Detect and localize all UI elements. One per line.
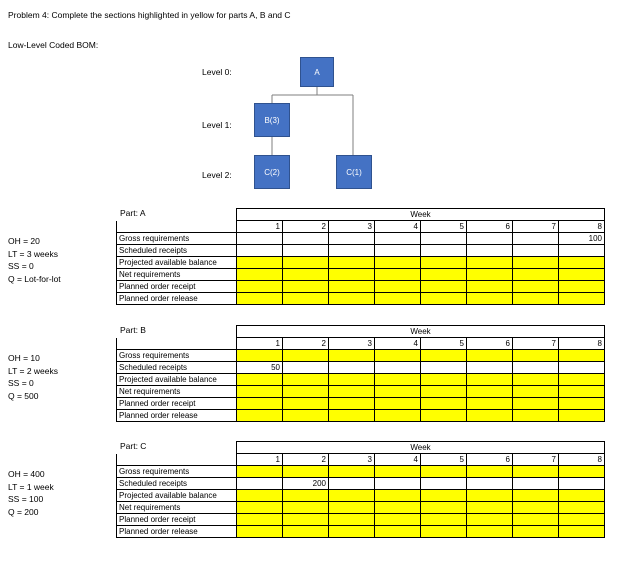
- input-cell[interactable]: [329, 269, 375, 281]
- row-label: Planned order release: [117, 410, 237, 422]
- header-spacer: [117, 209, 237, 221]
- input-cell[interactable]: [513, 398, 559, 410]
- level-1-label: Level 1:: [202, 120, 232, 130]
- input-cell[interactable]: [375, 281, 421, 293]
- input-cell[interactable]: [375, 269, 421, 281]
- input-cell[interactable]: [237, 386, 283, 398]
- input-cell[interactable]: [375, 514, 421, 526]
- input-cell[interactable]: [237, 374, 283, 386]
- input-cell[interactable]: [559, 466, 605, 478]
- input-cell[interactable]: [237, 293, 283, 305]
- week-number: 6: [467, 221, 513, 233]
- value-cell: [421, 245, 467, 257]
- row-label: Planned order release: [117, 526, 237, 538]
- value-cell: [421, 233, 467, 245]
- part-param: Q = Lot-for-lot: [8, 273, 61, 284]
- part-param: LT = 3 weeks: [8, 248, 59, 259]
- value-cell: [283, 233, 329, 245]
- value-cell: [421, 362, 467, 374]
- input-cell[interactable]: [237, 514, 283, 526]
- part-param: OH = 10: [8, 353, 40, 363]
- mrp-table: [116, 208, 605, 305]
- input-cell[interactable]: [559, 526, 605, 538]
- value-cell: 200: [283, 478, 329, 490]
- input-cell[interactable]: [283, 490, 329, 502]
- input-cell[interactable]: [329, 502, 375, 514]
- input-cell[interactable]: [421, 410, 467, 422]
- input-cell[interactable]: [237, 350, 283, 362]
- part-param: Q = 200: [8, 506, 39, 517]
- week-header: Week: [237, 442, 605, 454]
- input-cell[interactable]: [421, 257, 467, 269]
- input-cell[interactable]: [421, 269, 467, 281]
- input-cell[interactable]: [329, 386, 375, 398]
- input-cell[interactable]: [421, 281, 467, 293]
- value-cell: [559, 478, 605, 490]
- input-cell[interactable]: [421, 526, 467, 538]
- input-cell[interactable]: [467, 410, 513, 422]
- input-cell[interactable]: [329, 410, 375, 422]
- value-cell: [513, 362, 559, 374]
- input-cell[interactable]: [237, 281, 283, 293]
- week-number: 1: [237, 454, 283, 466]
- value-cell: [513, 478, 559, 490]
- input-cell[interactable]: [237, 398, 283, 410]
- input-cell[interactable]: [283, 386, 329, 398]
- bom-connectors: [0, 0, 624, 200]
- row-label-empty: [117, 338, 237, 350]
- value-cell: [559, 245, 605, 257]
- input-cell[interactable]: [329, 490, 375, 502]
- input-cell[interactable]: [283, 350, 329, 362]
- week-number: 2: [283, 221, 329, 233]
- row-label: Planned order receipt: [117, 281, 237, 293]
- input-cell[interactable]: [467, 526, 513, 538]
- part-title: Part: C: [120, 441, 147, 451]
- row-label: Gross requirements: [117, 233, 237, 245]
- input-cell[interactable]: [283, 514, 329, 526]
- part-param: SS = 0: [8, 261, 34, 271]
- row-label: Gross requirements: [117, 466, 237, 478]
- node-a: A: [300, 57, 334, 87]
- input-cell[interactable]: [283, 269, 329, 281]
- input-cell[interactable]: [513, 490, 559, 502]
- mrp-table: [116, 325, 605, 422]
- value-cell: [467, 478, 513, 490]
- input-cell[interactable]: [513, 281, 559, 293]
- week-number: 7: [513, 338, 559, 350]
- week-number: 4: [375, 338, 421, 350]
- input-cell[interactable]: [467, 466, 513, 478]
- input-cell[interactable]: [237, 526, 283, 538]
- week-number: 6: [467, 454, 513, 466]
- value-cell: 50: [237, 362, 283, 374]
- part-param: LT = 1 week: [8, 481, 54, 492]
- week-number: 8: [559, 221, 605, 233]
- part-param: SS = 100: [8, 494, 44, 504]
- input-cell[interactable]: [283, 293, 329, 305]
- value-cell: [329, 245, 375, 257]
- input-cell[interactable]: [513, 257, 559, 269]
- input-cell[interactable]: [421, 514, 467, 526]
- input-cell[interactable]: [467, 386, 513, 398]
- mrp-table: [116, 441, 605, 538]
- input-cell[interactable]: [421, 374, 467, 386]
- input-cell[interactable]: [329, 526, 375, 538]
- input-cell[interactable]: [513, 466, 559, 478]
- input-cell[interactable]: [329, 257, 375, 269]
- input-cell[interactable]: [375, 526, 421, 538]
- input-cell[interactable]: [559, 490, 605, 502]
- part-param: Q = 500: [8, 390, 39, 401]
- input-cell[interactable]: [559, 374, 605, 386]
- input-cell[interactable]: [559, 502, 605, 514]
- input-cell[interactable]: [237, 490, 283, 502]
- input-cell[interactable]: [421, 350, 467, 362]
- input-cell[interactable]: [329, 350, 375, 362]
- value-cell: [375, 362, 421, 374]
- input-cell[interactable]: [237, 257, 283, 269]
- input-cell[interactable]: [559, 410, 605, 422]
- input-cell[interactable]: [375, 257, 421, 269]
- input-cell[interactable]: [559, 269, 605, 281]
- row-label: Net requirements: [117, 502, 237, 514]
- value-cell: [513, 233, 559, 245]
- problem-title: Problem 4: Complete the sections highlighted in yellow for parts A, B and C: [8, 10, 291, 20]
- input-cell[interactable]: [329, 293, 375, 305]
- value-cell: [237, 478, 283, 490]
- header-spacer: [117, 326, 237, 338]
- part-title: Part: B: [120, 325, 146, 335]
- week-header: Week: [237, 209, 605, 221]
- row-label: Gross requirements: [117, 350, 237, 362]
- input-cell[interactable]: [283, 526, 329, 538]
- value-cell: [559, 362, 605, 374]
- node-c-level2-left: C(2): [254, 155, 290, 189]
- row-label: Planned order receipt: [117, 398, 237, 410]
- week-number: 5: [421, 454, 467, 466]
- week-number: 3: [329, 338, 375, 350]
- input-cell[interactable]: [283, 281, 329, 293]
- input-cell[interactable]: [559, 386, 605, 398]
- input-cell[interactable]: [467, 374, 513, 386]
- input-cell[interactable]: [513, 293, 559, 305]
- row-label: Projected available balance: [117, 490, 237, 502]
- input-cell[interactable]: [421, 502, 467, 514]
- input-cell[interactable]: [283, 502, 329, 514]
- input-cell[interactable]: [559, 398, 605, 410]
- row-label: Projected available balance: [117, 257, 237, 269]
- week-number: 3: [329, 454, 375, 466]
- input-cell[interactable]: [513, 350, 559, 362]
- row-label-empty: [117, 454, 237, 466]
- week-number: 2: [283, 338, 329, 350]
- value-cell: [467, 233, 513, 245]
- row-label: Scheduled receipts: [117, 245, 237, 257]
- input-cell[interactable]: [513, 514, 559, 526]
- week-number: 8: [559, 338, 605, 350]
- value-cell: [513, 245, 559, 257]
- value-cell: [375, 233, 421, 245]
- input-cell[interactable]: [237, 502, 283, 514]
- input-cell[interactable]: [467, 490, 513, 502]
- input-cell[interactable]: [559, 350, 605, 362]
- input-cell[interactable]: [375, 410, 421, 422]
- value-cell: [375, 478, 421, 490]
- input-cell[interactable]: [559, 257, 605, 269]
- value-cell: [329, 478, 375, 490]
- input-cell[interactable]: [513, 526, 559, 538]
- input-cell[interactable]: [513, 410, 559, 422]
- week-number: 4: [375, 454, 421, 466]
- value-cell: [421, 478, 467, 490]
- value-cell: [329, 362, 375, 374]
- week-number: 5: [421, 338, 467, 350]
- row-label: Scheduled receipts: [117, 362, 237, 374]
- part-param: SS = 0: [8, 378, 34, 388]
- value-cell: [283, 362, 329, 374]
- input-cell[interactable]: [375, 490, 421, 502]
- input-cell[interactable]: [467, 269, 513, 281]
- week-number: 1: [237, 221, 283, 233]
- part-title: Part: A: [120, 208, 146, 218]
- week-number: 4: [375, 221, 421, 233]
- row-label: Net requirements: [117, 269, 237, 281]
- input-cell[interactable]: [421, 386, 467, 398]
- input-cell[interactable]: [375, 502, 421, 514]
- input-cell[interactable]: [237, 410, 283, 422]
- input-cell[interactable]: [237, 466, 283, 478]
- input-cell[interactable]: [329, 281, 375, 293]
- input-cell[interactable]: [375, 350, 421, 362]
- row-label: Scheduled receipts: [117, 478, 237, 490]
- row-label: Planned order receipt: [117, 514, 237, 526]
- input-cell[interactable]: [467, 281, 513, 293]
- week-number: 2: [283, 454, 329, 466]
- input-cell[interactable]: [513, 386, 559, 398]
- input-cell[interactable]: [237, 269, 283, 281]
- part-param: OH = 20: [8, 236, 40, 246]
- input-cell[interactable]: [421, 490, 467, 502]
- input-cell[interactable]: [559, 514, 605, 526]
- input-cell[interactable]: [283, 398, 329, 410]
- value-cell: [283, 245, 329, 257]
- value-cell: [467, 362, 513, 374]
- week-number: 6: [467, 338, 513, 350]
- week-number: 3: [329, 221, 375, 233]
- value-cell: 100: [559, 233, 605, 245]
- input-cell[interactable]: [421, 293, 467, 305]
- input-cell[interactable]: [283, 257, 329, 269]
- input-cell[interactable]: [375, 386, 421, 398]
- input-cell[interactable]: [329, 398, 375, 410]
- input-cell[interactable]: [421, 466, 467, 478]
- input-cell[interactable]: [467, 398, 513, 410]
- week-header: Week: [237, 326, 605, 338]
- header-spacer: [117, 442, 237, 454]
- part-param: LT = 2 weeks: [8, 365, 59, 376]
- bom-label: Low-Level Coded BOM:: [8, 40, 99, 50]
- week-number: 5: [421, 221, 467, 233]
- week-number: 1: [237, 338, 283, 350]
- input-cell[interactable]: [559, 293, 605, 305]
- input-cell[interactable]: [421, 398, 467, 410]
- input-cell[interactable]: [467, 350, 513, 362]
- row-label: Planned order release: [117, 293, 237, 305]
- input-cell[interactable]: [513, 374, 559, 386]
- input-cell[interactable]: [375, 374, 421, 386]
- input-cell[interactable]: [467, 257, 513, 269]
- node-b: B(3): [254, 103, 290, 137]
- input-cell[interactable]: [513, 502, 559, 514]
- input-cell[interactable]: [283, 466, 329, 478]
- row-label: Projected available balance: [117, 374, 237, 386]
- input-cell[interactable]: [283, 374, 329, 386]
- value-cell: [237, 245, 283, 257]
- value-cell: [329, 233, 375, 245]
- input-cell[interactable]: [329, 466, 375, 478]
- input-cell[interactable]: [467, 293, 513, 305]
- value-cell: [237, 233, 283, 245]
- level-2-label: Level 2:: [202, 170, 232, 180]
- input-cell[interactable]: [467, 514, 513, 526]
- input-cell[interactable]: [329, 514, 375, 526]
- value-cell: [467, 245, 513, 257]
- value-cell: [375, 245, 421, 257]
- row-label: Net requirements: [117, 386, 237, 398]
- input-cell[interactable]: [467, 502, 513, 514]
- input-cell[interactable]: [375, 398, 421, 410]
- week-number: 7: [513, 454, 559, 466]
- input-cell[interactable]: [375, 293, 421, 305]
- node-c-level2-right: C(1): [336, 155, 372, 189]
- row-label-empty: [117, 221, 237, 233]
- week-number: 8: [559, 454, 605, 466]
- input-cell[interactable]: [513, 269, 559, 281]
- input-cell[interactable]: [559, 281, 605, 293]
- input-cell[interactable]: [375, 466, 421, 478]
- part-param: OH = 400: [8, 469, 45, 479]
- input-cell[interactable]: [283, 410, 329, 422]
- input-cell[interactable]: [329, 374, 375, 386]
- level-0-label: Level 0:: [202, 67, 232, 77]
- week-number: 7: [513, 221, 559, 233]
